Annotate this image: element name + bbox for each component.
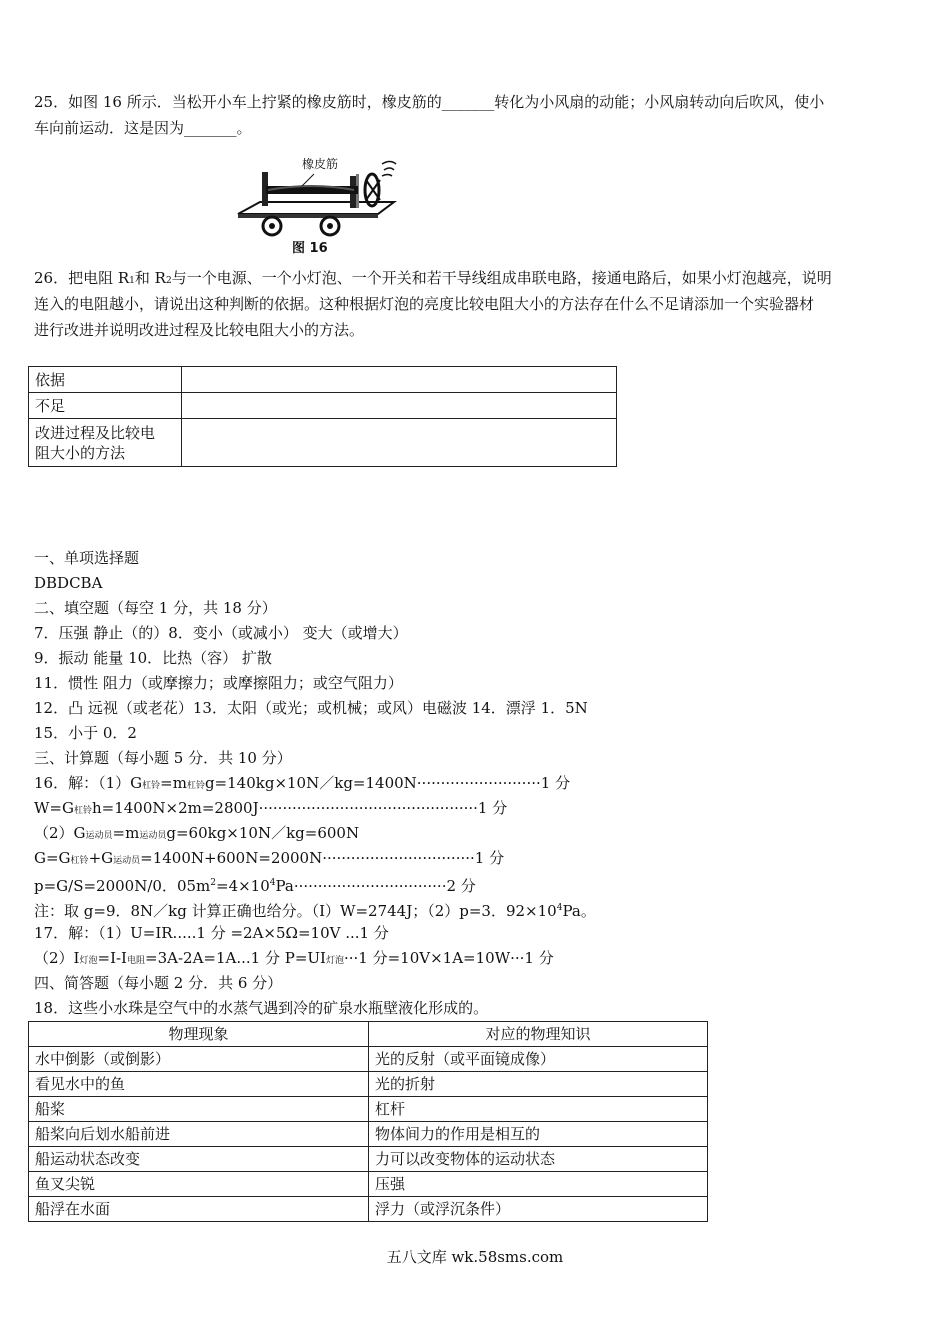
- table-cell-knowledge: 光的折射: [369, 1072, 708, 1097]
- figure-caption: 图 16: [292, 241, 328, 256]
- a16-l4-a: G=G: [34, 849, 71, 867]
- a16-l1-sub1: 杠铃: [142, 781, 161, 791]
- header-knowledge: 对应的物理知识: [369, 1022, 708, 1047]
- q26-text-c: 与一个电源、一个小灯泡、一个开关和若干导线组成串联电路，接通电路后，如果小灯泡越亮，说明: [171, 269, 832, 287]
- table-cell-knowledge: 物体间力的作用是相互的: [369, 1122, 708, 1147]
- table-cell-phenomenon: 船浮在水面: [29, 1197, 369, 1222]
- a16-note-a: 注：取 g=9．8N／kg 计算正确也给分。（I）W=2744J；（2）p=3．92×10: [34, 902, 557, 920]
- a16-l1-c: g=140kg×10N／kg=1400N··························1 分: [204, 774, 571, 792]
- q26-line-1: [34, 268, 832, 291]
- answer-9-10: 9．振动 能量 10．比热（容） 扩散: [34, 649, 272, 667]
- table-cell-knowledge: 力可以改变物体的运动状态: [369, 1147, 708, 1172]
- a17-l2-sub2: 电阻: [127, 956, 146, 966]
- answer-16-line-2: [34, 798, 507, 821]
- q26-sub-2: 2: [165, 276, 172, 286]
- answer-7-8: 7．压强 静止（的）8．变小（或减小） 变大（或增大）: [34, 624, 408, 642]
- q26-line-2: 连入的电阻越小，请说出这种判断的依据。这种根据灯泡的亮度比较电阻大小的方法存在什么不足请添加一个实验器材: [34, 295, 815, 313]
- a16-l1-a: 16．解：（1）G: [34, 774, 143, 792]
- a17-l2-d: ···1 分=10V×1A=10W···1 分: [343, 949, 554, 967]
- q26-line-3: 进行改进并说明改进过程及比较电阻大小的方法。: [34, 321, 365, 339]
- q26-row-basis-label: 依据: [29, 367, 182, 393]
- a16-note-b: Pa。: [562, 902, 596, 920]
- a16-l4-sub1: 杠铃: [70, 856, 89, 866]
- a17-l2-sub3: 灯泡: [325, 956, 344, 966]
- a16-l3-sub1: 运动员: [85, 831, 113, 841]
- table-cell-phenomenon: 船桨: [29, 1097, 369, 1122]
- a16-l4-c: =1400N+600N=2000N································1 分: [140, 849, 505, 867]
- a16-l4-sub2: 运动员: [113, 856, 141, 866]
- a16-l5-b: =4×10: [216, 877, 270, 895]
- section-3-title: 三、计算题（每小题 5 分．共 10 分）: [34, 749, 292, 767]
- q26-improvement-label-1: 改进过程及比较电: [35, 423, 156, 442]
- q25-line-2: 车向前运动．这是因为_______。: [34, 119, 252, 137]
- physics-phenomena-table: [28, 1021, 708, 1222]
- a16-l2-b: h=1400N×2m=2800J··············································1 分: [91, 799, 508, 817]
- figure-label-rubber-band: 橡皮筋: [302, 157, 339, 171]
- q26-row-shortcoming-cell[interactable]: [182, 393, 617, 419]
- a16-l3-a: （2）G: [34, 824, 86, 842]
- a17-l2-b: =I-I: [97, 949, 127, 967]
- q26-row-basis-cell[interactable]: [182, 367, 617, 393]
- table-cell-phenomenon: 看见水中的鱼: [29, 1072, 369, 1097]
- q26-row-improvement-label: [29, 419, 182, 467]
- table-cell-phenomenon: 水中倒影（或倒影）: [29, 1047, 369, 1072]
- answer-18: 18．这些小水珠是空气中的水蒸气遇到冷的矿泉水瓶壁液化形成的。: [34, 999, 489, 1017]
- answer-16-line-3: [34, 823, 359, 846]
- a16-l5-sup2: 4: [269, 878, 276, 888]
- a17-l2-c: =3A-2A=1A...1 分 P=UI: [145, 949, 326, 967]
- answer-11: 11．惯性 阻力（或摩擦力；或摩擦阻力；或空气阻力）: [34, 674, 403, 692]
- table-cell-knowledge: 杠杆: [369, 1097, 708, 1122]
- header-phenomenon: 物理现象: [29, 1022, 369, 1047]
- table-cell-knowledge: 压强: [369, 1172, 708, 1197]
- answer-16-note: [34, 898, 596, 921]
- answer-16-line-4: [34, 848, 504, 871]
- q26-row-improvement-cell[interactable]: [182, 419, 617, 467]
- section-1-title: 一、单项选择题: [34, 549, 140, 567]
- a17-l2-a: （2）I: [34, 949, 80, 967]
- table-cell-phenomenon: 船运动状态改变: [29, 1147, 369, 1172]
- a16-note-sup: 4: [556, 903, 563, 913]
- a16-l3-b: =m: [112, 824, 140, 842]
- a17-l2-sub1: 灯泡: [79, 956, 98, 966]
- q26-answer-table: [28, 366, 617, 467]
- answer-17-line-1: 17．解：（1）U=IR.....1 分 =2A×5Ω=10V ...1 分: [34, 924, 389, 942]
- a16-l1-b: =m: [160, 774, 187, 792]
- answer-16-line-5: [34, 873, 476, 896]
- q26-text-b: 和 R: [134, 269, 166, 287]
- a16-l2-sub: 杠铃: [73, 806, 92, 816]
- answer-12-14: 12．凸 远视（或老花）13．太阳（或光；或机械；或风）电磁波 14．漂浮 1．5N: [34, 699, 588, 717]
- a16-l3-sub2: 运动员: [139, 831, 167, 841]
- a16-l4-b: +G: [88, 849, 114, 867]
- answer-17-line-2: [34, 948, 554, 971]
- section-2-title: 二、填空题（每空 1 分，共 18 分）: [34, 599, 277, 617]
- answer-15: 15．小于 0．2: [34, 724, 137, 742]
- q25-line-1: 25．如图 16 所示．当松开小车上拧紧的橡皮筋时，橡皮筋的_______转化为小风扇的动能；小风扇转动向后吹风，使小: [34, 93, 825, 111]
- a16-l1-sub2: 杠铃: [186, 781, 205, 791]
- section-1-answers: DBDCBA: [34, 574, 103, 592]
- table-cell-phenomenon: 鱼叉尖锐: [29, 1172, 369, 1197]
- table-cell-knowledge: 光的反射（或平面镜成像）: [369, 1047, 708, 1072]
- answer-16-line-1: [34, 773, 570, 796]
- section-4-title: 四、简答题（每小题 2 分．共 6 分）: [34, 974, 283, 992]
- table-cell-phenomenon: 船桨向后划水船前进: [29, 1122, 369, 1147]
- q26-improvement-label-2: 阻大小的方法: [35, 443, 126, 462]
- q26-sub-1: 1: [129, 276, 135, 286]
- q26-row-shortcoming-label: 不足: [29, 393, 182, 419]
- a16-l5-c: Pa································2 分: [275, 877, 476, 895]
- table-cell-knowledge: 浮力（或浮沉条件）: [369, 1197, 708, 1222]
- a16-l5-a: p=G/S=2000N/0．05m: [34, 877, 211, 895]
- a16-l2-a: W=G: [34, 799, 74, 817]
- q26-text-a: 26．把电阻 R: [34, 269, 130, 287]
- figure-16-car-diagram: [232, 152, 402, 258]
- footer-watermark: 五八文库 wk.58sms.com: [386, 1248, 564, 1266]
- a16-l3-c: g=60kg×10N／kg=600N: [166, 824, 360, 842]
- a16-l5-sup1: 2: [210, 878, 216, 888]
